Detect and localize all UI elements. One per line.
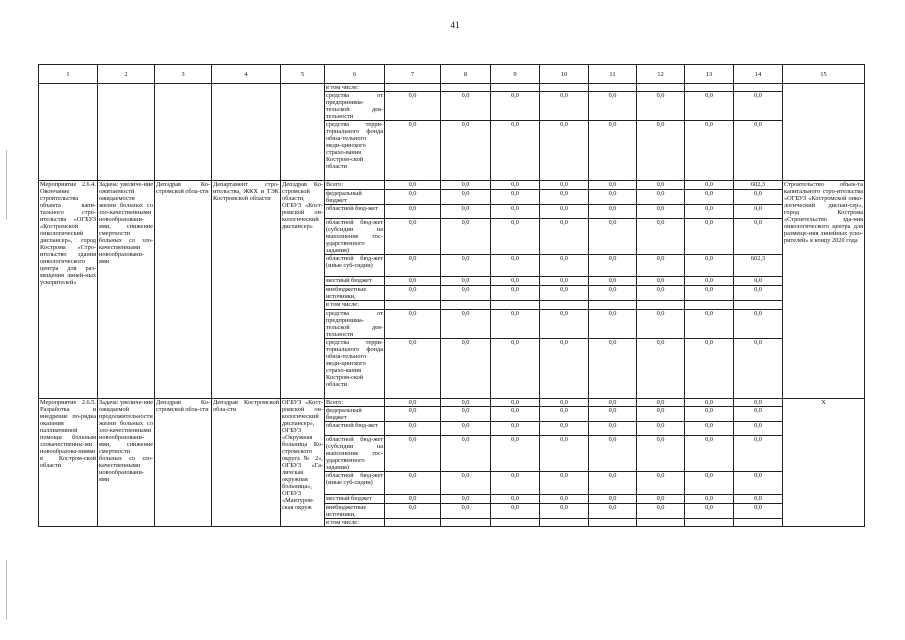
funding-source-cell: средства терри-ториального фонда обяза-тельного меди-цинского страхо-вания Костром-ской области: [325, 121, 385, 181]
value-cell: 0,0: [441, 277, 491, 286]
funding-source-cell: местный бюджет: [325, 495, 385, 504]
value-cell: 0,0: [540, 504, 589, 519]
value-cell: [491, 84, 540, 92]
value-cell: 0,0: [540, 286, 589, 301]
column-header: 1: [39, 65, 98, 84]
value-cell: 0,0: [685, 181, 734, 190]
value-cell: 0,0: [385, 277, 441, 286]
value-cell: 0,0: [637, 255, 685, 277]
funding-source-cell: средства терри-ториального фонда обяза-тельного меди-цинского страхо-вания Костром-ской области: [325, 339, 385, 399]
value-cell: 0,0: [385, 407, 441, 422]
value-cell: 0,0: [589, 219, 637, 255]
value-cell: 0,0: [637, 495, 685, 504]
value-cell: [637, 301, 685, 310]
value-cell: 0,0: [685, 399, 734, 407]
value-cell: 0,0: [637, 181, 685, 190]
value-cell: 0,0: [540, 310, 589, 339]
value-cell: 0,0: [385, 495, 441, 504]
value-cell: 0,0: [637, 436, 685, 472]
header-row: [39, 65, 865, 84]
value-cell: 0,0: [589, 495, 637, 504]
value-cell: 0,0: [540, 399, 589, 407]
result-cell: Строительство объек-та капитального стро-ительства «ОГБУЗ «Костромской онко-логический диспан-сер», город Кострома «Строительство зда-ния онкологического центра для размеще-ния линейных уско-рителей» к концу 2020 года: [783, 181, 865, 399]
column-header: 7: [385, 65, 441, 84]
value-cell: 0,0: [441, 255, 491, 277]
value-cell: 0,0: [685, 472, 734, 495]
value-cell: [491, 519, 540, 527]
participant-cell: ОГБУЗ «Кост-ромской он-кологический диспансер», ОГБУЗ «Окружная больница Ко-стромского округа № 2», ОГБУЗ «Га-личская окружная больница», ОГБУЗ «Мантуров-ская окруж: [281, 399, 325, 527]
coordinator-cell: Депздрав Ко-стромской обла-сти: [155, 399, 212, 527]
value-cell: 0,0: [637, 277, 685, 286]
value-cell: 0,0: [491, 286, 540, 301]
value-cell: 0,0: [589, 205, 637, 219]
executor-cell: Депздрав Костромской обла-сти: [212, 399, 281, 527]
column-header: 5: [281, 65, 325, 84]
value-cell: [385, 519, 441, 527]
column-header: 12: [637, 65, 685, 84]
value-cell: 0,0: [734, 277, 783, 286]
value-cell: 0,0: [441, 504, 491, 519]
value-cell: 0,0: [734, 472, 783, 495]
value-cell: 0,0: [685, 255, 734, 277]
value-cell: 0,0: [441, 121, 491, 181]
column-header: 9: [491, 65, 540, 84]
value-cell: 0,0: [441, 422, 491, 436]
value-cell: 0,0: [441, 190, 491, 205]
value-cell: 0,0: [589, 181, 637, 190]
value-cell: 0,0: [385, 472, 441, 495]
value-cell: 0,0: [491, 495, 540, 504]
value-cell: 0,0: [685, 286, 734, 301]
activity-cell: [39, 84, 98, 181]
activity-cell: Мероприятие 2.6.4. Окончание строительства объекта капи-тального стро-ительства «ОГБУЗ «Костромской онкологический диспансер», город Кострома «Стро-ительство здания онкологического центра для раз-мещения линей-ных ускорителей»: [39, 181, 98, 399]
value-cell: 0,0: [637, 504, 685, 519]
value-cell: 0,0: [491, 205, 540, 219]
value-cell: 0,0: [491, 504, 540, 519]
value-cell: 0,0: [491, 407, 540, 422]
value-cell: 0,0: [441, 92, 491, 121]
value-cell: 0,0: [637, 92, 685, 121]
value-cell: 0,0: [385, 255, 441, 277]
value-cell: 0,0: [589, 472, 637, 495]
value-cell: 0,0: [441, 472, 491, 495]
value-cell: 0,0: [637, 339, 685, 399]
funding-source-cell: областной бюд-жет (субсидии на выполнение гос-ударственного задания): [326, 436, 383, 471]
column-header: 10: [540, 65, 589, 84]
value-cell: 0,0: [589, 121, 637, 181]
value-cell: 0,0: [540, 121, 589, 181]
participant-cell: Депздрав Ко-стромской области, ОГБУЗ «Кост-ромской он-кологический диспансер»: [281, 181, 325, 399]
column-header: 11: [589, 65, 637, 84]
value-cell: 0,0: [685, 407, 734, 422]
value-cell: 0,0: [637, 407, 685, 422]
value-cell: 0,0: [637, 472, 685, 495]
value-cell: [441, 519, 491, 527]
result-cell: Х: [783, 399, 865, 527]
funding-source-cell: областной бюд-жет (субсидии на выполнение гос-ударственного задания): [326, 219, 383, 254]
column-header: 15: [783, 65, 865, 84]
value-cell: [685, 519, 734, 527]
value-cell: 0,0: [491, 339, 540, 399]
funding-source-cell: областной бюд-жет: [325, 205, 385, 219]
funding-source-cell: внебюджетные источники,: [325, 286, 385, 301]
value-cell: 602,3: [734, 255, 783, 277]
value-cell: 0,0: [491, 92, 540, 121]
value-cell: 0,0: [685, 205, 734, 219]
table-row: [39, 84, 865, 92]
value-cell: 0,0: [441, 399, 491, 407]
value-cell: 0,0: [491, 399, 540, 407]
value-cell: 0,0: [540, 205, 589, 219]
column-header: 13: [685, 65, 734, 84]
value-cell: 0,0: [441, 310, 491, 339]
executor-cell: Департамент стро-ительства, ЖКХ и ТЭК Костромской области: [212, 181, 281, 399]
funding-source-cell: внебюджетные источники,: [325, 504, 385, 519]
value-cell: 0,0: [637, 286, 685, 301]
funding-source-cell: федеральный бюджет: [325, 190, 385, 205]
value-cell: 0,0: [734, 339, 783, 399]
funding-source-cell: в том числе:: [325, 519, 385, 527]
value-cell: 0,0: [734, 190, 783, 205]
value-cell: 0,0: [685, 190, 734, 205]
value-cell: 0,0: [385, 219, 441, 255]
coordinator-cell: Депздрав Ко-стромской обла-сти: [155, 181, 212, 399]
value-cell: 602,3: [734, 181, 783, 190]
value-cell: 0,0: [734, 219, 783, 255]
value-cell: 0,0: [441, 495, 491, 504]
value-cell: 0,0: [734, 205, 783, 219]
value-cell: 0,0: [441, 181, 491, 190]
value-cell: 0,0: [540, 407, 589, 422]
value-cell: 0,0: [540, 422, 589, 436]
task-cell: Задача: увеличе-ние ожидаемой продолжительности жизни больных со зло-качественными новообразовани-ями, снижение смертности больных со зло-качественными новообразовани-ями: [98, 399, 155, 527]
value-cell: 0,0: [540, 255, 589, 277]
value-cell: 0,0: [385, 399, 441, 407]
value-cell: 0,0: [385, 339, 441, 399]
value-cell: 0,0: [685, 310, 734, 339]
funding-source-cell: федеральный бюджет: [325, 407, 385, 422]
funding-source-cell: Всего:: [325, 181, 385, 190]
value-cell: 0,0: [491, 277, 540, 286]
value-cell: [734, 84, 783, 92]
value-cell: [637, 84, 685, 92]
margin-mark-top: [6, 150, 7, 220]
value-cell: 0,0: [491, 219, 540, 255]
value-cell: 0,0: [589, 436, 637, 472]
value-cell: 0,0: [637, 310, 685, 339]
value-cell: 0,0: [734, 310, 783, 339]
value-cell: 0,0: [589, 422, 637, 436]
value-cell: 0,0: [491, 310, 540, 339]
value-cell: 0,0: [637, 399, 685, 407]
value-cell: 0,0: [385, 92, 441, 121]
participant-cell: [281, 84, 325, 181]
value-cell: 0,0: [491, 121, 540, 181]
funding-source-cell: средства от предпринима-тельской дея-тельности: [326, 310, 383, 338]
value-cell: 0,0: [685, 92, 734, 121]
value-cell: 0,0: [734, 436, 783, 472]
column-header: 14: [734, 65, 783, 84]
value-cell: 0,0: [540, 472, 589, 495]
value-cell: 0,0: [540, 495, 589, 504]
value-cell: 0,0: [734, 92, 783, 121]
value-cell: 0,0: [734, 407, 783, 422]
value-cell: 0,0: [734, 504, 783, 519]
task-cell: Задача: увеличе-ние ожитаемостй ожидаемости жизни больных со зло-качественными новообразовани-ями, снижение смертности больных со зло-качественными новообразовани-ями: [98, 181, 155, 399]
column-header: 8: [441, 65, 491, 84]
value-cell: 0,0: [589, 407, 637, 422]
value-cell: 0,0: [385, 121, 441, 181]
value-cell: 0,0: [589, 255, 637, 277]
column-header: 6: [325, 65, 385, 84]
column-header: 4: [212, 65, 281, 84]
value-cell: 0,0: [589, 277, 637, 286]
value-cell: 0,0: [637, 422, 685, 436]
value-cell: [589, 301, 637, 310]
value-cell: 0,0: [637, 121, 685, 181]
budget-table: [38, 64, 865, 527]
funding-source-cell: в том числе:: [325, 301, 385, 310]
value-cell: [540, 519, 589, 527]
value-cell: 0,0: [491, 472, 540, 495]
value-cell: 0,0: [637, 190, 685, 205]
value-cell: 0,0: [685, 422, 734, 436]
value-cell: 0,0: [441, 219, 491, 255]
value-cell: 0,0: [589, 92, 637, 121]
value-cell: [734, 519, 783, 527]
margin-mark-bottom: [6, 560, 7, 620]
value-cell: 0,0: [734, 422, 783, 436]
funding-source-cell: Всего:: [325, 399, 385, 407]
value-cell: [540, 84, 589, 92]
value-cell: 0,0: [685, 277, 734, 286]
funding-source-cell: в том числе:: [325, 84, 385, 92]
value-cell: [685, 84, 734, 92]
value-cell: [385, 84, 441, 92]
result-cell: [783, 84, 865, 181]
funding-source-cell: областной бюд-жет (иные суб-сидии): [325, 472, 385, 495]
value-cell: 0,0: [491, 422, 540, 436]
value-cell: 0,0: [685, 436, 734, 472]
value-cell: 0,0: [685, 504, 734, 519]
funding-source-cell: местный бюджет: [325, 277, 385, 286]
value-cell: [385, 301, 441, 310]
value-cell: 0,0: [540, 181, 589, 190]
value-cell: [637, 519, 685, 527]
value-cell: [441, 301, 491, 310]
table-row: [39, 181, 865, 190]
column-header: 2: [98, 65, 155, 84]
value-cell: 0,0: [540, 219, 589, 255]
value-cell: 0,0: [441, 436, 491, 472]
value-cell: [441, 84, 491, 92]
value-cell: 0,0: [685, 495, 734, 504]
value-cell: 0,0: [385, 190, 441, 205]
value-cell: [589, 519, 637, 527]
value-cell: 0,0: [385, 181, 441, 190]
value-cell: 0,0: [491, 190, 540, 205]
value-cell: 0,0: [385, 310, 441, 339]
value-cell: 0,0: [734, 286, 783, 301]
value-cell: 0,0: [589, 190, 637, 205]
value-cell: 0,0: [441, 339, 491, 399]
table-row: [39, 399, 865, 407]
funding-source-cell: областной бюд-жет (иные суб-сидии): [325, 255, 385, 277]
value-cell: 0,0: [637, 219, 685, 255]
value-cell: 0,0: [385, 436, 441, 472]
value-cell: 0,0: [685, 219, 734, 255]
value-cell: 0,0: [685, 121, 734, 181]
value-cell: 0,0: [491, 255, 540, 277]
value-cell: [540, 301, 589, 310]
value-cell: 0,0: [491, 436, 540, 472]
value-cell: 0,0: [734, 495, 783, 504]
value-cell: 0,0: [685, 339, 734, 399]
value-cell: 0,0: [589, 286, 637, 301]
activity-cell: Мероприятие 2.6.5. Разработка и внедрение по-рядка оказания паллиативной помощи больным злокачественны-ми новообразова-ниями в Костром-ской области: [39, 399, 98, 527]
value-cell: 0,0: [441, 407, 491, 422]
value-cell: 0,0: [589, 339, 637, 399]
executor-cell: [212, 84, 281, 181]
task-cell: [98, 84, 155, 181]
value-cell: 0,0: [734, 399, 783, 407]
value-cell: 0,0: [734, 121, 783, 181]
value-cell: 0,0: [540, 190, 589, 205]
value-cell: 0,0: [441, 205, 491, 219]
value-cell: 0,0: [540, 339, 589, 399]
value-cell: 0,0: [385, 286, 441, 301]
value-cell: 0,0: [441, 286, 491, 301]
value-cell: 0,0: [385, 205, 441, 219]
value-cell: 0,0: [385, 504, 441, 519]
page-number: 41: [450, 20, 460, 30]
value-cell: [491, 301, 540, 310]
value-cell: [685, 301, 734, 310]
value-cell: 0,0: [540, 92, 589, 121]
funding-source-cell: областной бюд-жет: [325, 422, 385, 436]
value-cell: 0,0: [589, 399, 637, 407]
value-cell: 0,0: [589, 504, 637, 519]
value-cell: [734, 301, 783, 310]
column-header: 3: [155, 65, 212, 84]
value-cell: 0,0: [637, 205, 685, 219]
value-cell: 0,0: [385, 422, 441, 436]
value-cell: 0,0: [540, 436, 589, 472]
funding-source-cell: средства от предпринима-тельской дея-тельности: [326, 92, 383, 120]
value-cell: 0,0: [540, 277, 589, 286]
value-cell: 0,0: [589, 310, 637, 339]
value-cell: 0,0: [491, 181, 540, 190]
value-cell: [589, 84, 637, 92]
coordinator-cell: [155, 84, 212, 181]
